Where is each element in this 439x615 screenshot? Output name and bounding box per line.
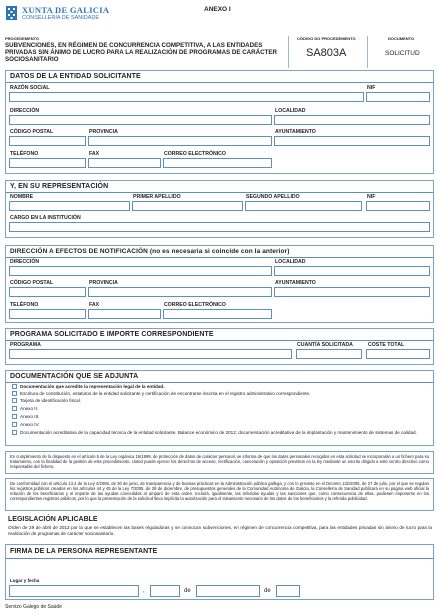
doc-item-1: Documentación que acredite la representación legal de la entidad. (20, 383, 165, 389)
notif-ayuntamiento-field[interactable] (274, 287, 430, 297)
correo-field[interactable] (163, 158, 272, 168)
representative-section (5, 180, 434, 238)
notif-direccion-field[interactable] (9, 266, 272, 276)
fax-field[interactable] (88, 158, 161, 168)
notif-correo-field[interactable] (163, 309, 272, 319)
doc-item-7: Documentación acreditativa de la capacidad técnica de la entidad solicitante. Balance económico de 2012; documentación acreditativa de la implantación y mantenimiento de sistemas de calidad. (20, 429, 417, 435)
program-section (5, 328, 434, 365)
doc-item-5: Anexo III. (20, 413, 40, 419)
notif-ayuntamiento-label: AYUNTAMIENTO (275, 280, 316, 286)
segundo-apellido-label: SEGUNDO APELLIDO (246, 194, 300, 200)
procedure-label: PROCEDEMENTO (5, 36, 40, 41)
direccion-field[interactable] (9, 115, 272, 125)
doc-item-2: Escritura de constitución, estatutos de la entidad solicitante y certificación de encontrarse inscrita en el registro administrativo correspondiente. (20, 390, 311, 396)
transparency-notice-text: De conformidad con el artículo 13.4 de la Ley 4/2006, de 30 de junio, de transparencia y de buenas prácticas en la Administración pública gallega, y con lo previsto en el Decreto 132/2006, de 27 de julio, por el que se regulan los registros públicos creados en los artículos 44 y 45 de la Ley 7/2005, de 29 de diciembre, de presupuestos generales de la Comunidad Autónoma de Galicia, la Consellería de Sanidad publicará en su página web oficial la relación de los beneficiarios y el importe de las ayudas concedidas al amparo de esta orden. Incluirá, igualmente, las referidas ayudas y las sanciones que, como consecuencia de ellas, pudiesen imponerse en los correspondientes registros públicos, por lo que la presentación de la solicitud lleva implícita la autorización para el tratamiento necesario de los datos de los beneficiarios y la referida publicidad. (10, 480, 429, 502)
primer-apellido-field[interactable] (132, 201, 243, 211)
notif-fax-field[interactable] (88, 309, 161, 319)
codigo-postal-field[interactable] (9, 136, 86, 146)
nif-label: NIF (367, 85, 376, 91)
xunta-emblem-icon (5, 4, 18, 22)
doc-checkbox-1[interactable] (12, 384, 17, 389)
privacy-notice-box (5, 451, 434, 474)
codigo-postal-label: CÓDIGO POSTAL (10, 129, 54, 135)
notif-codigo-postal-label: CÓDIGO POSTAL (10, 280, 54, 286)
doc-item-6: Anexo IV. (20, 421, 40, 427)
doc-checkbox-3[interactable] (12, 398, 17, 403)
xunta-logo (5, 4, 125, 24)
notif-codigo-postal-field[interactable] (9, 287, 86, 297)
cuantia-field[interactable] (296, 349, 362, 359)
notif-telefono-label: TELÉFONO (10, 302, 39, 308)
notif-direccion-label: DIRECCIÓN (10, 259, 40, 265)
privacy-notice-text: En cumplimiento de lo dispuesto en el artículo 5 de la Ley orgánica 15/1999, de protección de datos de carácter personal, se informa de que los datos personales recogidos en esta solicitud se incorporarán a un fichero para su tratamiento, con la finalidad de la gestión de este procedimiento. Usted puede ejercer los derechos de acceso, rectificación, cancelación y oposición previstos en la ley mediante un escrito dirigido a este centro directivo como responsable del fichero. (10, 453, 430, 469)
cargo-field[interactable] (9, 222, 430, 232)
ayuntamiento-label: AYUNTAMIENTO (275, 129, 316, 135)
segundo-apellido-field[interactable] (245, 201, 362, 211)
month-field[interactable] (196, 585, 260, 597)
programa-field[interactable] (9, 349, 292, 359)
nombre-label: NOMBRE (10, 194, 34, 200)
telefono-label: TELÉFONO (10, 151, 39, 157)
signature-section (5, 544, 434, 600)
localidad-label: LOCALIDAD (275, 108, 306, 114)
programa-label: PROGRAMA (10, 342, 41, 348)
documentation-section (5, 370, 434, 446)
ayuntamiento-field[interactable] (274, 136, 430, 146)
notification-section (5, 245, 434, 323)
notif-localidad-field[interactable] (274, 266, 430, 276)
cargo-label: CARGO EN LA INSTITUCIÓN (10, 215, 81, 221)
annex-title: ANEXO I (204, 6, 231, 13)
signature-title: FIRMA DE LA PERSONA REPRESENTANTE (10, 548, 158, 555)
provincia-field[interactable] (88, 136, 272, 146)
program-title: PROGRAMA SOLICITADO E IMPORTE CORRESPONDIENTE (10, 331, 214, 338)
notif-provincia-field[interactable] (88, 287, 272, 297)
fax-label: FAX (89, 151, 100, 157)
transparency-notice-box (5, 478, 434, 511)
localidad-field[interactable] (274, 115, 430, 125)
procedure-block (5, 36, 434, 68)
representative-title: Y, EN SU REPRESENTACIÓN (10, 183, 109, 190)
razon-social-field[interactable] (9, 92, 364, 102)
rep-nif-field[interactable] (366, 201, 430, 211)
correo-label: CORREO ELECTRÓNICO (164, 151, 226, 157)
notif-correo-label: CORREO ELECTRÓNICO (164, 302, 226, 308)
place-field[interactable] (9, 585, 139, 597)
notif-fax-label: FAX (89, 302, 100, 308)
nif-field[interactable] (366, 92, 430, 102)
coste-field[interactable] (366, 349, 430, 359)
logo-line2: CONSELLERÍA DE SANIDADE (22, 15, 100, 21)
documentation-title: DOCUMENTACIÓN QUE SE ADJUNTA (10, 373, 139, 380)
razon-social-label: RAZÓN SOCIAL (10, 85, 50, 91)
footer-text: Servizo Galego de Saúde (5, 604, 62, 610)
place-date-label: Lugar y fecha (10, 578, 40, 583)
doc-item-3: Tarjeta de identificación fiscal. (20, 397, 82, 403)
coste-label: COSTE TOTAL (368, 342, 405, 348)
procedure-title: SUBVENCIONES, EN RÉGIMEN DE CONCURRENCIA COMPETITIVA, A LAS ENTIDADES PRIVADAS SIN ÁNIMO DE LUCRO PARA LA REALIZACIÓN DE PROGRAMAS DE CARÁCTER SOCIOSANITARIO (5, 42, 277, 63)
document-type: SOLICITUD (385, 50, 420, 57)
doc-item-4: Anexo II. (20, 405, 39, 411)
applicant-section (5, 70, 434, 174)
notif-provincia-label: PROVINCIA (89, 280, 118, 286)
notif-localidad-label: LOCALIDAD (275, 259, 306, 265)
logo-line1: XUNTA DE GALICIA (22, 5, 110, 15)
primer-apellido-label: PRIMER APELLIDO (133, 194, 181, 200)
doc-checkbox-5[interactable] (12, 414, 17, 419)
year-field[interactable] (276, 585, 300, 597)
telefono-field[interactable] (9, 158, 86, 168)
legislation-title: LEGISLACIÓN APLICABLE (8, 516, 98, 523)
rep-nif-label: NIF (367, 194, 376, 200)
day-field[interactable] (150, 585, 180, 597)
cuantia-label: CUANTÍA SOLICITADA (297, 342, 353, 348)
document-label: DOCUMENTO (388, 36, 415, 41)
notification-title: DIRECCIÓN A EFECTOS DE NOTIFICACIÓN (no es necesaria si coincide con la anterior) (10, 248, 290, 255)
direccion-label: DIRECCIÓN (10, 108, 40, 114)
procedure-code: SA803A (306, 47, 347, 59)
legislation-text: Orden de 29 de abril de 2013 por la que se establecen las bases reguladoras y se convocan subvenciones, en régimen de concurrencia competitiva, para las entidades privadas sin ánimo de lucro para la realización de programas de carácter sociosanitario. (8, 525, 432, 536)
applicant-title: DATOS DE LA ENTIDAD SOLICITANTE (10, 73, 141, 80)
doc-checkbox-4[interactable] (12, 406, 17, 411)
de-sep-1: de (184, 588, 191, 594)
de-sep-2: de (264, 588, 271, 594)
notif-telefono-field[interactable] (9, 309, 86, 319)
provincia-label: PROVINCIA (89, 129, 118, 135)
comma-sep: , (143, 588, 145, 594)
doc-checkbox-7[interactable] (12, 430, 17, 435)
doc-checkbox-6[interactable] (12, 422, 17, 427)
doc-checkbox-2[interactable] (12, 391, 17, 396)
procedure-code-label: CÓDIGO DO PROCEDEMENTO (297, 36, 356, 41)
nombre-field[interactable] (9, 201, 130, 211)
